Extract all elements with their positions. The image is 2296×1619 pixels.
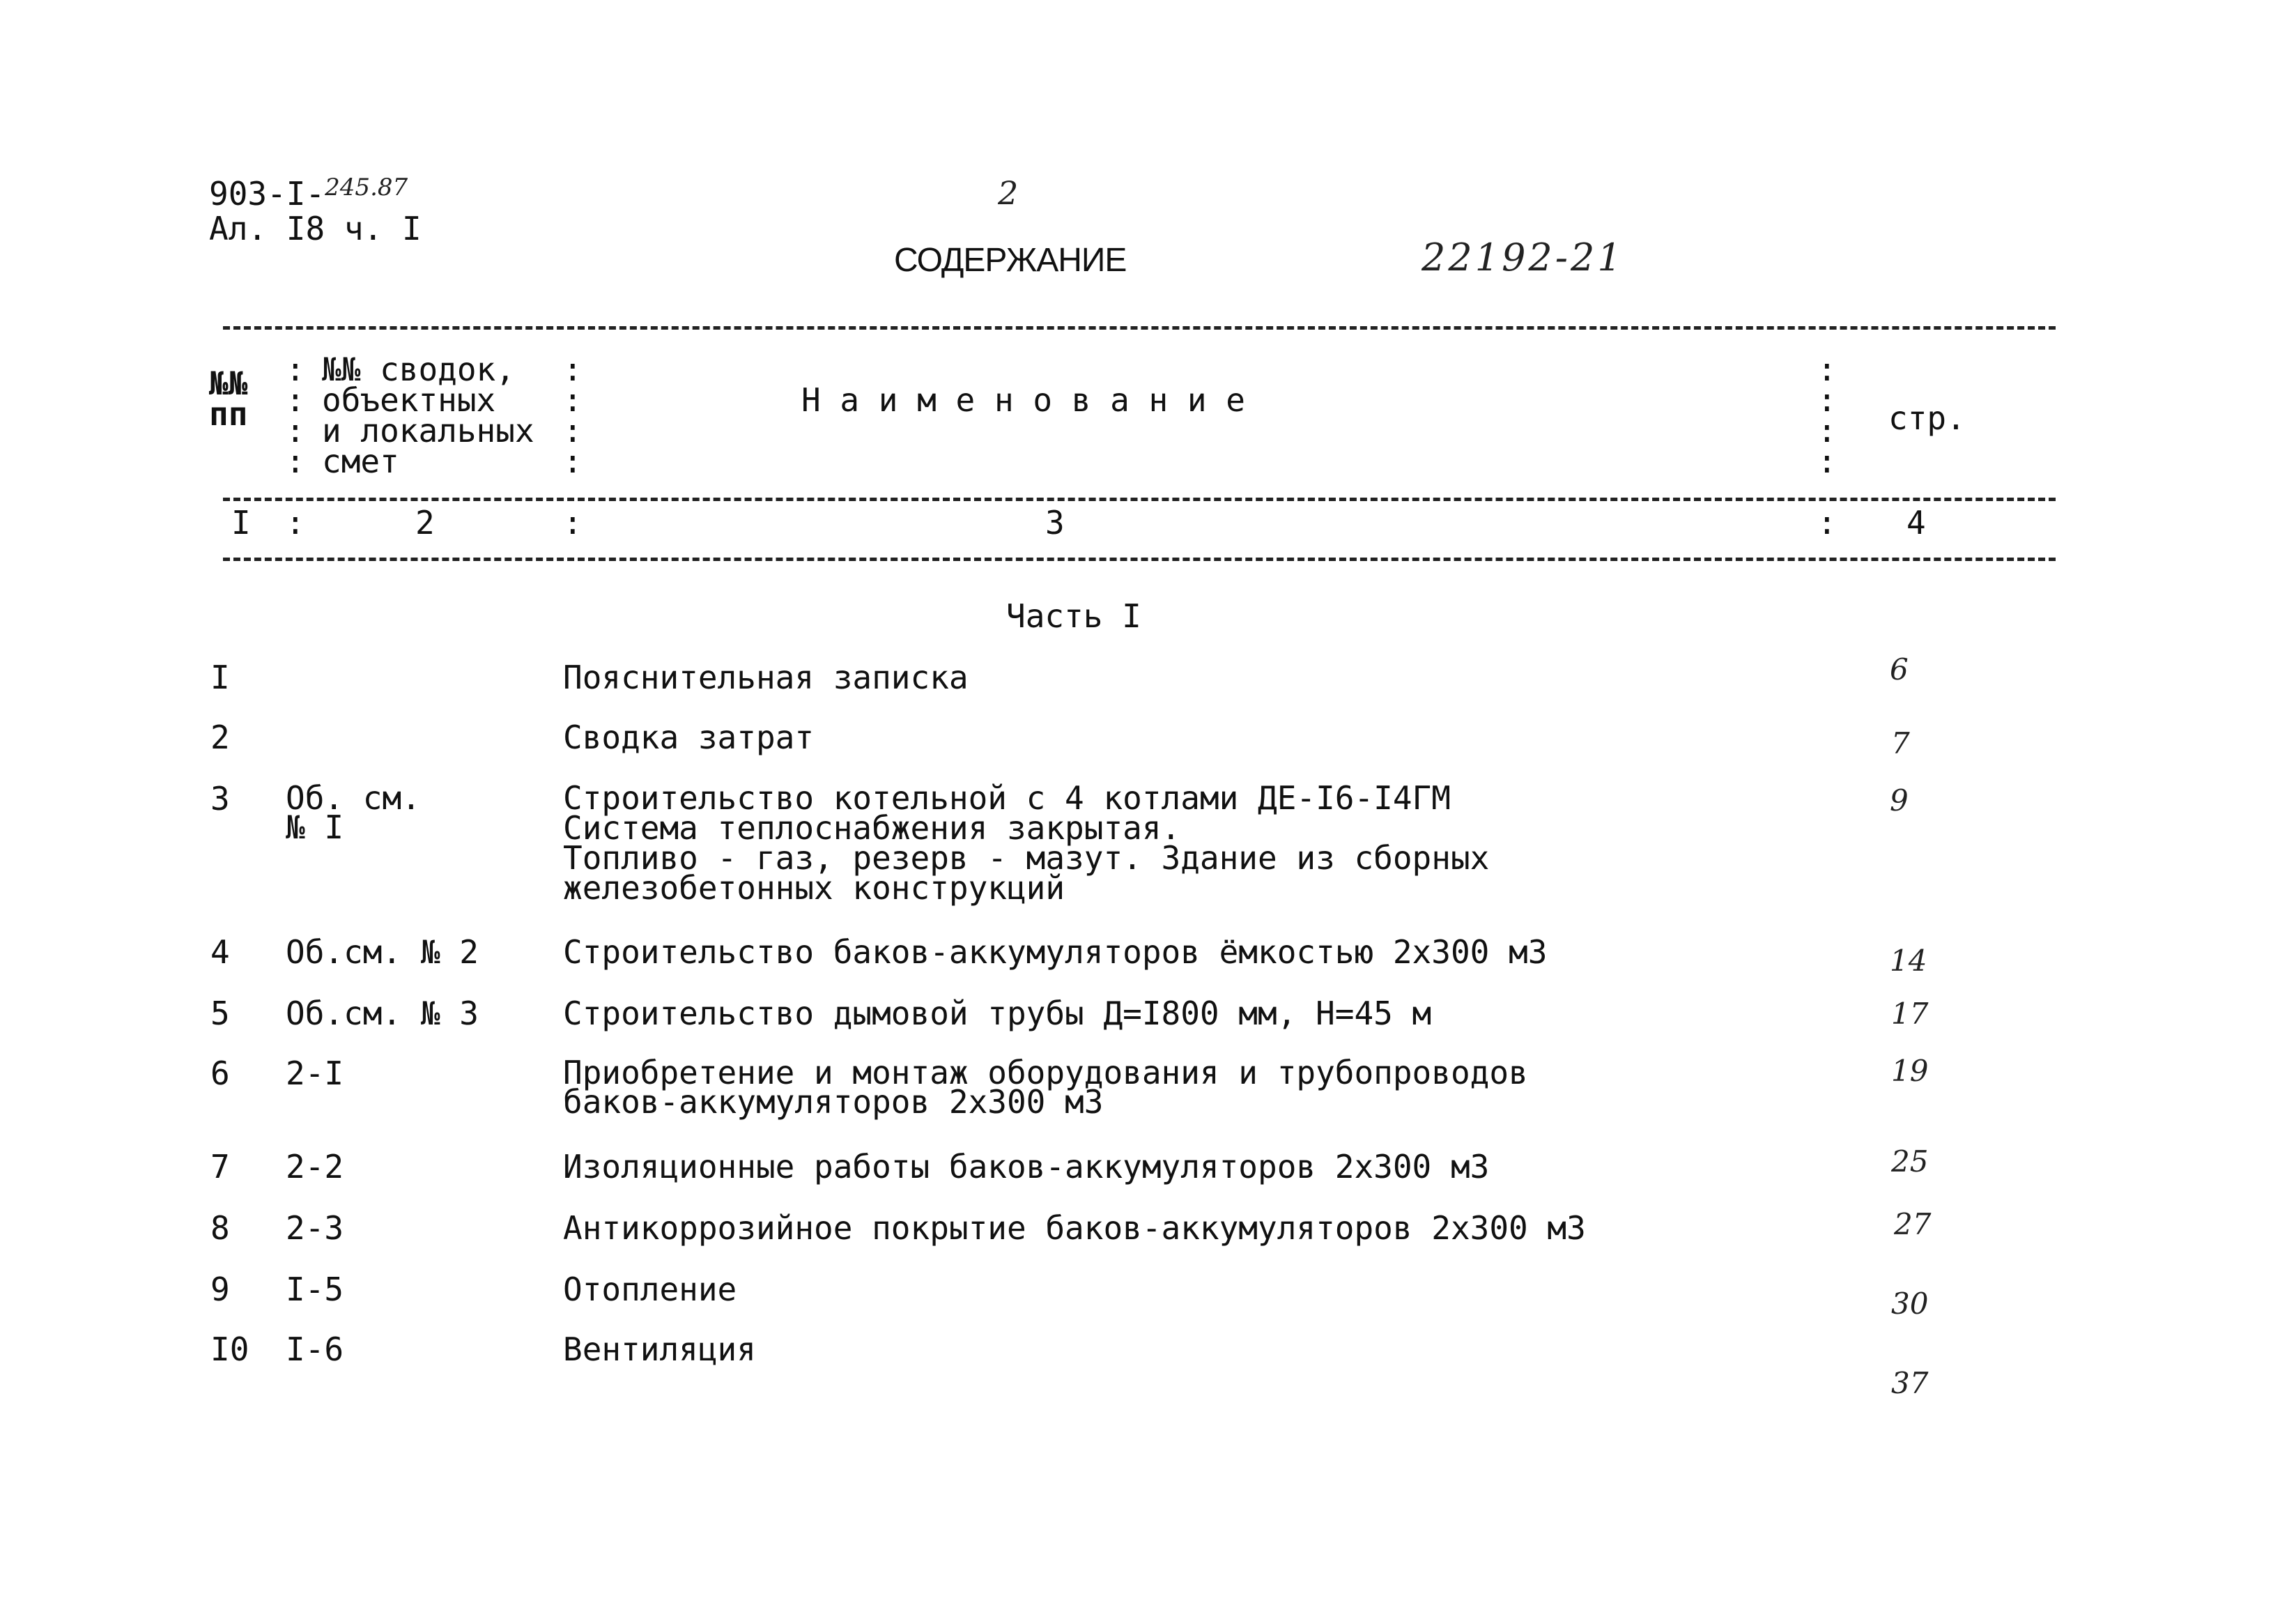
header-bottom-rule [223,558,2056,561]
row-page: 17 [1891,997,1929,1031]
col-separator-2: : : : : [563,351,583,480]
row-number: I [210,659,230,696]
row-ref: 2-I [286,1054,344,1092]
row-ref: 2-2 [286,1148,344,1186]
row-ref: I-5 [286,1271,344,1308]
header-col-estimates: №№ сводок, объектных и локальных смет [322,351,534,480]
row-name: Строительство баков-аккумуляторов ёмкостью 2х300 м3 [563,933,1548,971]
row-name: Строительство дымовой трубы Д=I800 мм, Н=45 м [563,995,1432,1032]
row-name: Приобретение и монтаж оборудования и трубопроводов баков-аккумуляторов 2х300 м3 [563,1054,1528,1121]
row-number: 7 [210,1148,230,1186]
row-page: 19 [1891,1054,1929,1088]
doc-code [209,174,408,213]
row-page: 6 [1890,652,1909,686]
row-name: Вентиляция [563,1330,756,1368]
col-number-3: 3 [1045,504,1065,542]
col-number-sep-1: : [286,504,305,542]
page-number: 2 [998,174,1019,212]
row-page: 37 [1891,1366,1929,1400]
archive-number: 22192-21 [1421,236,1624,279]
page-title: СОДЕРЖАНИЕ [894,242,1127,279]
col-number-sep-2: : [563,504,583,542]
row-name: Антикоррозийное покрытие баков-аккумуляторов 2х300 м3 [563,1209,1586,1247]
header-col-number: №№ пп [209,365,248,433]
row-number: 5 [210,995,230,1032]
row-page: 14 [1890,944,1927,978]
header-top-rule [223,326,2056,330]
row-number: 6 [210,1054,230,1092]
col-number-4: 4 [1906,504,1926,542]
row-name: Строительство котельной с 4 котлами ДЕ-I6-I4ГМ Система теплоснабжения закрытая. Топливо - газ, резерв - мазут. Здание из сборных железобетонных конструкций [563,779,1490,907]
row-ref: Об. см. № I [286,779,421,846]
row-ref: I-6 [286,1330,344,1368]
row-ref: Об.см. № 2 [286,933,479,971]
row-number: 4 [210,933,230,971]
row-ref: 2-3 [286,1209,344,1247]
row-number: 8 [210,1209,230,1247]
header-col-name: Н а и м е н о в а н и е [801,381,1245,419]
album-label: Ал. I8 ч. I [209,210,422,247]
row-page: 7 [1891,726,1910,760]
doc-code-handwritten: 245.87 [325,174,408,201]
section-title: Часть I [1006,597,1141,635]
col-number-sep-3: : [1817,504,1837,542]
col-separator-3: : : : : [1817,351,1837,480]
row-number: I0 [210,1330,249,1368]
row-name: Отопление [563,1271,737,1308]
row-name: Сводка затрат [563,719,815,756]
col-separator-1: : : : : [286,351,305,480]
doc-code-printed: 903-I- [209,175,325,213]
row-page: 27 [1894,1207,1932,1241]
row-name: Изоляционные работы баков-аккумуляторов 2х300 м3 [563,1148,1490,1186]
row-ref: Об.см. № 3 [286,995,479,1032]
header-mid-rule [223,498,2056,501]
row-name: Пояснительная записка [563,659,969,696]
col-number-2: 2 [415,504,435,542]
row-number: 9 [210,1271,230,1308]
row-number: 3 [210,780,230,818]
col-number-1: I [231,504,251,542]
header-col-page: стр. [1888,399,1966,437]
row-page: 30 [1891,1287,1929,1321]
row-number: 2 [210,719,230,756]
row-page: 25 [1891,1144,1929,1179]
row-page: 9 [1890,783,1909,818]
